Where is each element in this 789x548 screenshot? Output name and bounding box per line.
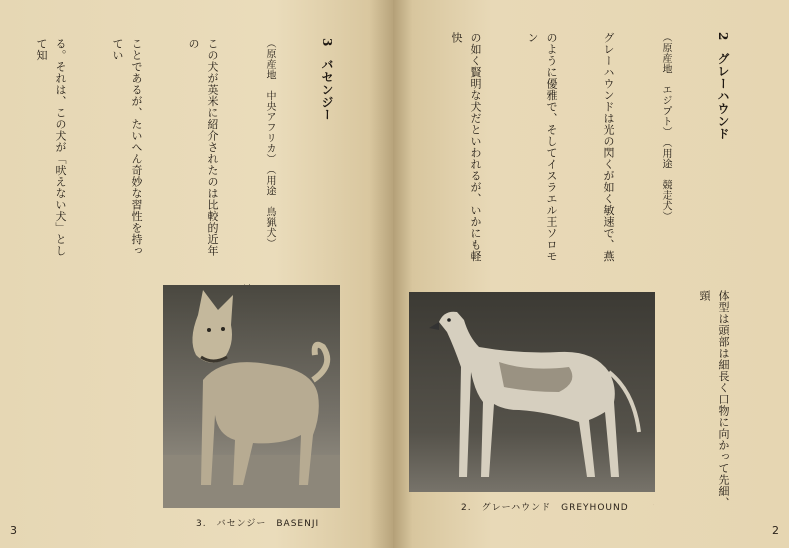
body-line: グレーハウンドは光の閃くが如く敏速で、燕 [602, 32, 615, 262]
left-page-number: 3 [10, 524, 17, 537]
basenji-section-number: 3 [320, 38, 334, 47]
body-line: 体型は頭部は細長く口物に向かって先細、頸 [698, 290, 730, 509]
basenji-subtitle: （原産地 中央アフリカ） （用途 鳥猟犬） [264, 38, 275, 249]
greyhound-lower-text [653, 290, 771, 512]
greyhound-title: グレーハウンド [716, 52, 730, 140]
body-line: のように優雅で、そしてイスラエル王ソロモン [526, 32, 558, 262]
right-page-number: 2 [772, 524, 779, 537]
greyhound-section-number: 2 [716, 32, 730, 41]
greyhound-main-text [409, 32, 771, 262]
greyhound-caption: 2. グレーハウンド GREYHOUND [461, 503, 629, 513]
greyhound-photo [409, 292, 655, 492]
body-line: ことであるが、たいへん奇妙な習性を持ってい [111, 38, 143, 257]
left-page [0, 0, 393, 548]
basenji-photo [163, 285, 340, 508]
body-line: この犬が英米に紹介されたのは比較的近年の [187, 38, 219, 257]
basenji-title: バセンジー [320, 58, 334, 121]
greyhound-subtitle: （原産地 エジプト） （用途 競走犬） [660, 32, 671, 222]
body-line: る。それは、この犬が「吠えない犬」として知 [35, 38, 67, 257]
right-page [393, 0, 789, 548]
body-line: の如く賢明な犬だといわれるが、いかにも軽快 [450, 32, 482, 262]
basenji-caption: 3. バセンジー BASENJI [196, 519, 320, 529]
basenji-main-text [9, 38, 375, 264]
